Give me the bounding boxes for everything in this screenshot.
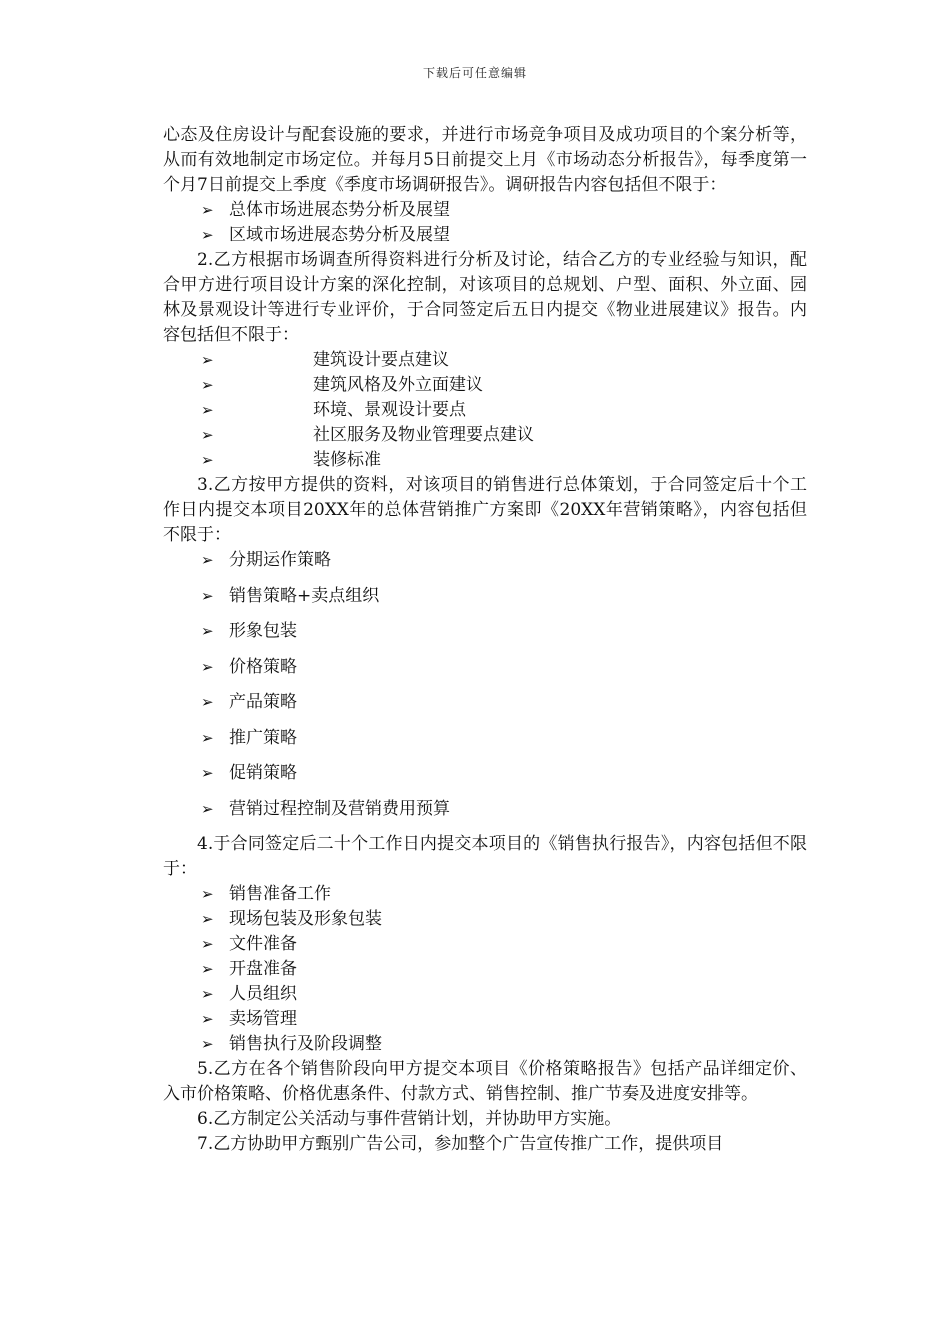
bullet-item — [163, 932, 807, 957]
bullet-item-label: 现场包装及形象包装 — [229, 909, 382, 929]
bullet-item-label: 建筑设计要点建议 — [313, 350, 449, 370]
bullet-item — [163, 957, 807, 982]
arrow-bullet-icon: ➢ — [201, 226, 214, 244]
bullet-item-label: 建筑风格及外立面建议 — [313, 375, 483, 395]
arrow-bullet-icon: ➢ — [201, 985, 214, 1003]
bullet-item — [163, 1032, 807, 1057]
bullet-item — [163, 373, 807, 398]
bullet-item — [163, 223, 807, 248]
bullet-item — [163, 348, 807, 373]
arrow-bullet-icon: ➢ — [201, 910, 214, 928]
page-header: 下载后可任意编辑 — [422, 66, 527, 80]
bullet-item — [163, 797, 807, 833]
bullet-item-label: 形象包装 — [229, 621, 297, 641]
paragraph: 2.乙方根据市场调查所得资料进行分析及讨论，结合乙方的专业经验与知识，配合甲方进行项目设计方案的深化控制，对该项目的总规划、户型、面积、外立面、园林及景观设计等进行专业评价，于合同签定后五日内提交《物业进展建议》报告。内容包括但不限于： — [163, 250, 807, 345]
arrow-bullet-icon: ➢ — [201, 728, 214, 747]
bullet-item-label: 销售执行及阶段调整 — [229, 1034, 382, 1054]
bullet-item — [163, 619, 807, 655]
bullet-item-label: 价格策略 — [229, 656, 297, 677]
bullet-item-label: 促销策略 — [229, 763, 297, 783]
bullet-item-label: 总体市场进展态势分析及展望 — [229, 200, 450, 220]
arrow-bullet-icon: ➢ — [201, 451, 214, 469]
bullet-item-label: 环境、景观设计要点 — [313, 400, 466, 420]
bullet-item — [163, 198, 807, 223]
bullet-item-label: 人员组织 — [229, 984, 297, 1004]
paragraph: 3.乙方按甲方提供的资料，对该项目的销售进行总体策划，于合同签定后十个工作日内提交本项目20XX年的总体营销推广方案即《20XX年营销策略》，内容包括但不限于： — [163, 475, 807, 545]
bullet-item — [163, 398, 807, 423]
arrow-bullet-icon: ➢ — [201, 586, 214, 605]
bullet-item — [163, 655, 807, 691]
bullet-item-label: 分期运作策略 — [229, 550, 331, 570]
bullet-item — [163, 690, 807, 726]
bullet-item — [163, 882, 807, 907]
arrow-bullet-icon: ➢ — [201, 1010, 214, 1028]
paragraph: 心态及住房设计与配套设施的要求，并进行市场竞争项目及成功项目的个案分析等，从而有效地制定市场定位。并每月5日前提交上月《市场动态分析报告》，每季度第一个月7日前提交上季度《季度市场调研报告》。调研报告内容包括但不限于： — [163, 125, 807, 195]
bullet-item — [163, 448, 807, 473]
arrow-bullet-icon: ➢ — [201, 764, 214, 782]
bullet-item — [163, 548, 807, 584]
bullet-item-label: 卖场管理 — [229, 1009, 297, 1029]
bullet-item — [163, 1007, 807, 1032]
bullet-item-label: 开盘准备 — [229, 959, 297, 979]
bullet-item — [163, 907, 807, 932]
paragraph: 4.于合同签定后二十个工作日内提交本项目的《销售执行报告》，内容包括但不限于： — [163, 834, 807, 879]
document-body — [163, 123, 807, 1157]
arrow-bullet-icon: ➢ — [201, 351, 214, 369]
bullet-item-label: 销售策略+卖点组织 — [229, 585, 380, 606]
arrow-bullet-icon: ➢ — [201, 426, 214, 444]
bullet-item — [163, 726, 807, 762]
bullet-item-label: 产品策略 — [229, 692, 297, 712]
arrow-bullet-icon: ➢ — [201, 799, 214, 818]
arrow-bullet-icon: ➢ — [201, 935, 214, 953]
paragraph: 6.乙方制定公关活动与事件营销计划，并协助甲方实施。 — [197, 1109, 622, 1129]
arrow-bullet-icon: ➢ — [201, 1035, 214, 1053]
paragraph: 7.乙方协助甲方甄别广告公司，参加整个广告宣传推广工作，提供项目 — [197, 1134, 724, 1154]
arrow-bullet-icon: ➢ — [201, 401, 214, 419]
arrow-bullet-icon: ➢ — [201, 201, 214, 219]
bullet-item-label: 销售准备工作 — [229, 884, 331, 904]
bullet-item-label: 文件准备 — [229, 934, 297, 954]
bullet-item-label: 装修标准 — [313, 450, 381, 470]
arrow-bullet-icon: ➢ — [201, 960, 214, 978]
arrow-bullet-icon: ➢ — [201, 622, 214, 640]
bullet-item-label: 推广策略 — [229, 727, 297, 748]
arrow-bullet-icon: ➢ — [201, 885, 214, 903]
bullet-item — [163, 584, 807, 620]
bullet-item-label: 营销过程控制及营销费用预算 — [229, 798, 450, 819]
bullet-item — [163, 761, 807, 797]
arrow-bullet-icon: ➢ — [201, 693, 214, 711]
bullet-item — [163, 982, 807, 1007]
bullet-item-label: 社区服务及物业管理要点建议 — [313, 425, 534, 445]
arrow-bullet-icon: ➢ — [201, 376, 214, 394]
arrow-bullet-icon: ➢ — [201, 657, 214, 676]
bullet-item-label: 区域市场进展态势分析及展望 — [229, 225, 450, 245]
bullet-item — [163, 423, 807, 448]
arrow-bullet-icon: ➢ — [201, 551, 214, 569]
paragraph: 5.乙方在各个销售阶段向甲方提交本项目《价格策略报告》包括产品详细定价、入市价格策略、价格优惠条件、付款方式、销售控制、推广节奏及进度安排等。 — [163, 1059, 807, 1104]
